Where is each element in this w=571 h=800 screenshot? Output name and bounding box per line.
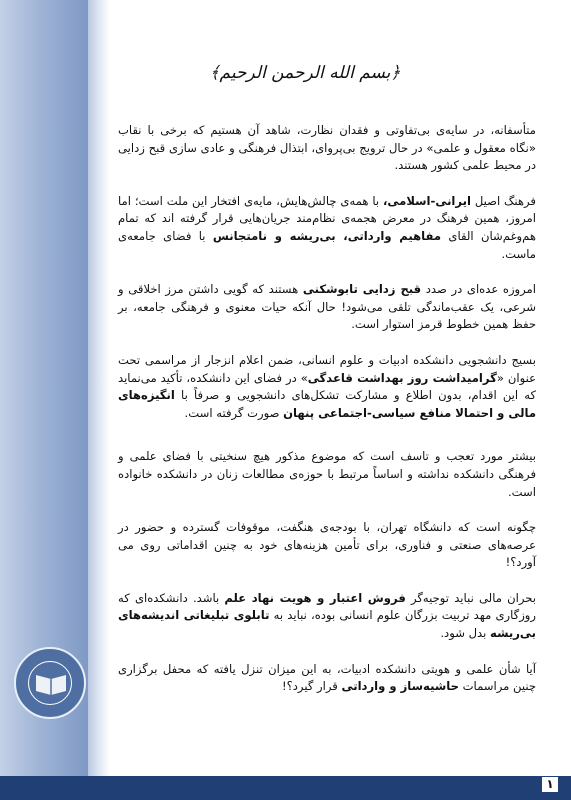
body-text: چگونه است که دانشگاه تهران، با بودجه‌ی هنگفت، موقوفات گسترده و حضور در عرصه‌های صنعتی و فناوری، برای تأمین هزینه‌های خود به چنین اقداماتی روی می آورد؟! (118, 520, 536, 570)
body-text: بحران مالی نباید توجیه‌گر (405, 590, 536, 605)
footer-bar (0, 776, 571, 800)
paragraph (118, 661, 536, 696)
body-text: بسیج دانشجویی دانشکده ادبیات و علوم انسانی، ضمن اعلام انزجار از مراسمی تحت عنوان « (118, 352, 537, 385)
body-text: با فضای جامعه‌ی ماست. (118, 228, 536, 261)
body-text: باشد. دانشکده‌ای که روزگاری مهد تربیت بزرگان علوم انسانی بوده، نباید به (118, 590, 537, 623)
paragraph (118, 519, 536, 572)
emphasis-text: انگیزه‌های مالی و احتمالا منافع سیاسی-اجتماعی پنهان (118, 388, 536, 420)
paragraph (118, 122, 536, 175)
page-number: ۱ (541, 776, 559, 793)
paragraph (118, 352, 536, 422)
body-text: صورت گرفته است. (184, 405, 284, 420)
emphasis-text: حاشیه‌ساز و وارداتی (341, 679, 459, 694)
statement-body (118, 122, 536, 714)
body-text: امروزه عده‌ای در صدد (421, 282, 536, 297)
emphasis-text: فروش اعتبار و هویت نهاد علم (224, 590, 406, 605)
emphasis-text: تابلوی تبلیغاتی اندیشه‌های بی‌ریشه (118, 608, 536, 641)
body-text: قرار گیرد؟! (281, 679, 342, 694)
emphasis-text: قبح زدایی تابوشکنی (302, 282, 422, 297)
emphasis-text: ایرانی-اسلامی، (383, 193, 471, 208)
university-emblem-icon (14, 647, 86, 719)
body-text: بیشتر مورد تعجب و تاسف است که موضوع مذکور هیچ سنخیتی با فضای علمی و فرهنگی دانشکده نداشته و اساساً مرتبط با حوزه‌ی مطالعات زنان در دانشکده خانواده است. (118, 449, 536, 499)
body-text: » در فضای این دانشکده، تأکید می‌نماید که این اقدام، بدون اطلاع و مشارکت تشکل‌های دانشجویی و صرفاً با (118, 370, 536, 403)
paragraph (118, 448, 536, 501)
body-text: با همه‌ی چالش‌هایش، مایه‌ی افتخار این ملت است؛ اما امروز، همین فرهنگ در معرض هجمه‌ی نظام‌مند جریان‌هایی قرار گرفته اند که تمام هم‌وغم‌شان القای (118, 193, 536, 243)
paragraph (118, 590, 536, 643)
bismillah-header: ﴿بسم الله الرحمن الرحیم﴾ (209, 63, 401, 83)
body-text: بدل شود. (440, 626, 491, 641)
book-icon (34, 671, 68, 695)
emphasis-text: گرامیداشت روز بهداشت قاعدگی (307, 370, 497, 385)
body-text: آیا شأن علمی و هویتی دانشکده ادبیات، به این میزان تنزل یافته که محفل برگزاری چنین مراسمات (118, 661, 536, 694)
emphasis-text: مفاهیم وارداتی، بی‌ریشه و نامتجانس (212, 228, 442, 243)
body-text: فرهنگ اصیل (470, 193, 536, 208)
paragraph (118, 193, 536, 263)
sidebar-gradient-edge (88, 0, 110, 800)
body-text: متأسفانه، در سایه‌ی بی‌تفاوتی و فقدان نظارت، شاهد آن هستیم که برخی با نقاب «نگاه معقول و علمی» در حال ترویج بی‌پروای، ابتذال فرهنگی و عادی سازی قبح زدایی در محیط علمی کشور هستند. (118, 123, 536, 173)
paragraph (118, 281, 536, 334)
body-text: هستند که گویی داشتن مرز اخلاقی و شرعی، یک عقب‌ماندگی تلقی می‌شود! حال آنکه حیات معنوی و فرهنگی جامعه، بر حفظ همین خطوط قرمز استوار است. (118, 282, 536, 332)
